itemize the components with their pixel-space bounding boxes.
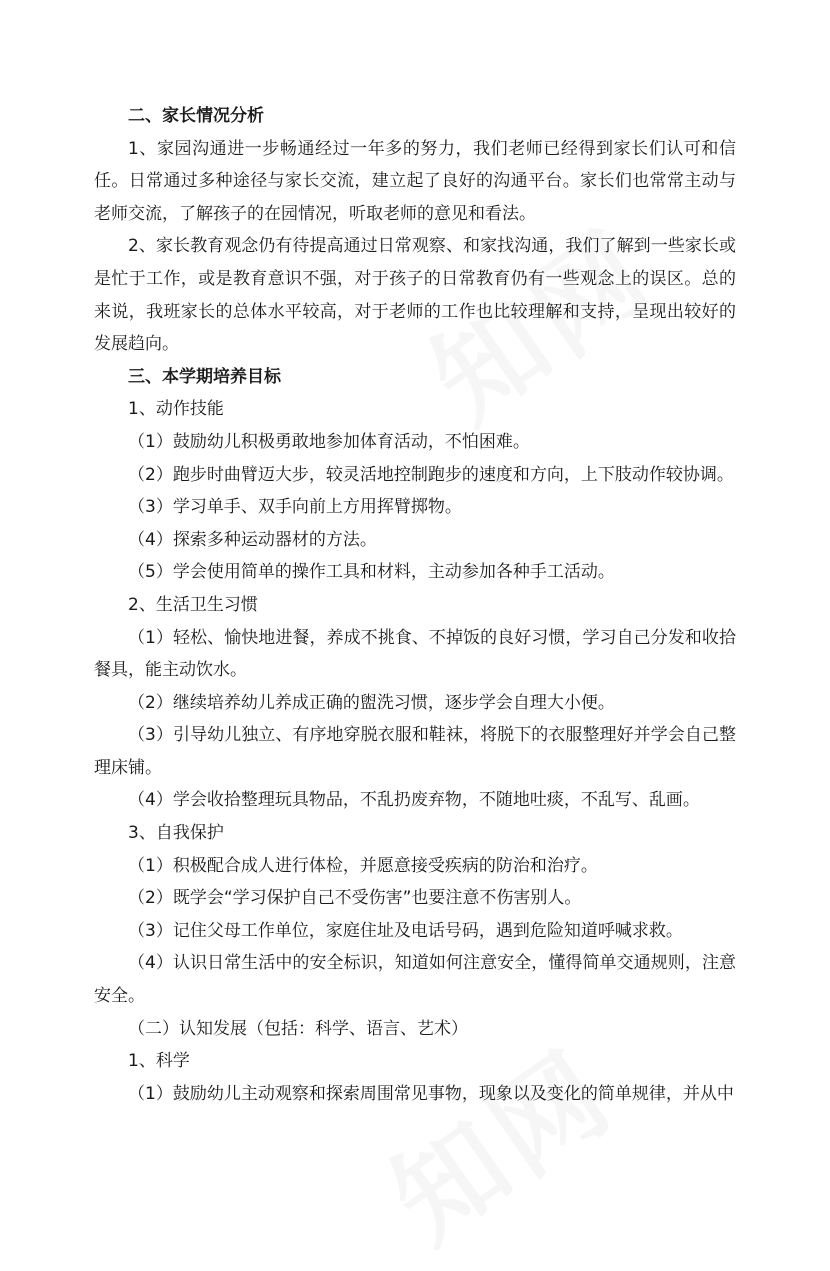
subheading: （二）认知发展（包括：科学、语言、艺术） — [128, 1018, 468, 1039]
list-item: （4）学会收拾整理玩具物品，不乱扔废弃物，不随地吐痰，不乱写、乱画。 — [128, 790, 700, 811]
list-item: （4）认识日常生活中的安全标识，知道如何注意安全，懂得简单交通规则，注意安全。 — [94, 953, 736, 1007]
subheading: 1、科学 — [128, 1051, 190, 1072]
document-body — [94, 100, 736, 1110]
list-item: （1）鼓励幼儿主动观察和探索周围常见事物，现象以及变化的简单规律，并从中 — [128, 1083, 734, 1104]
list-item: （3）引导幼儿独立、有序地穿脱衣服和鞋袜，将脱下的衣服整理好并学会自己整理床铺。 — [94, 725, 736, 778]
subheading: 1、动作技能 — [128, 399, 224, 420]
section-heading: 三、本学期培养目标 — [128, 366, 281, 387]
section-heading: 二、家长情况分析 — [128, 106, 264, 126]
subheading: 3、自我保护 — [128, 823, 224, 844]
paragraph: 1、家园沟通进一步畅通经过一年多的努力，我们老师已经得到家长们认可和信任。日常通过多种途径与家长交流，建立起了良好的沟通平台。家长们也常常主动与老师交流，了解孩子的在园情况，听取老师的意见和看法。 — [94, 138, 736, 224]
list-item: （3）学习单手、双手向前上方用挥臂掷物。 — [128, 497, 462, 518]
list-item: （1）积极配合成人进行体检，并愿意接受疾病的防治和治疗。 — [128, 855, 598, 876]
list-item: （2）继续培养幼儿养成正确的盥洗习惯，逐步学会自理大小便。 — [128, 692, 615, 713]
subheading: 2、生活卫生习惯 — [128, 594, 258, 615]
list-item: （5）学会使用简单的操作工具和材料，主动参加各种手工活动。 — [128, 562, 615, 583]
list-item: （1）鼓励幼儿积极勇敢地参加体育活动，不怕困难。 — [128, 431, 530, 452]
list-item: （3）记住父母工作单位，家庭住址及电话号码，遇到危险知道呼喊求救。 — [128, 920, 683, 941]
list-item: （4）探索多种运动器材的方法。 — [128, 529, 377, 550]
list-item: （2）跑步时曲臂迈大步，较灵活地控制跑步的速度和方向，上下肢动作较协调。 — [128, 464, 734, 485]
list-item: （1）轻松、愉快地进餐，养成不挑食、不掉饭的良好习惯，学习自己分发和收拾餐具，能主动饮水。 — [94, 627, 736, 681]
list-item: （2）既学会“学习保护自己不受伤害”也要注意不伤害别人。 — [128, 888, 582, 909]
paragraph: 2、家长教育观念仍有待提高通过日常观察、和家找沟通，我们了解到一些家长或是忙于工作，或是教育意识不强，对于孩子的日常教育仍有一些观念上的误区。总的来说，我班家长的总体水平较高，对于老师的工作也比较理解和支持，呈现出较好的发展趋向。 — [94, 236, 736, 355]
